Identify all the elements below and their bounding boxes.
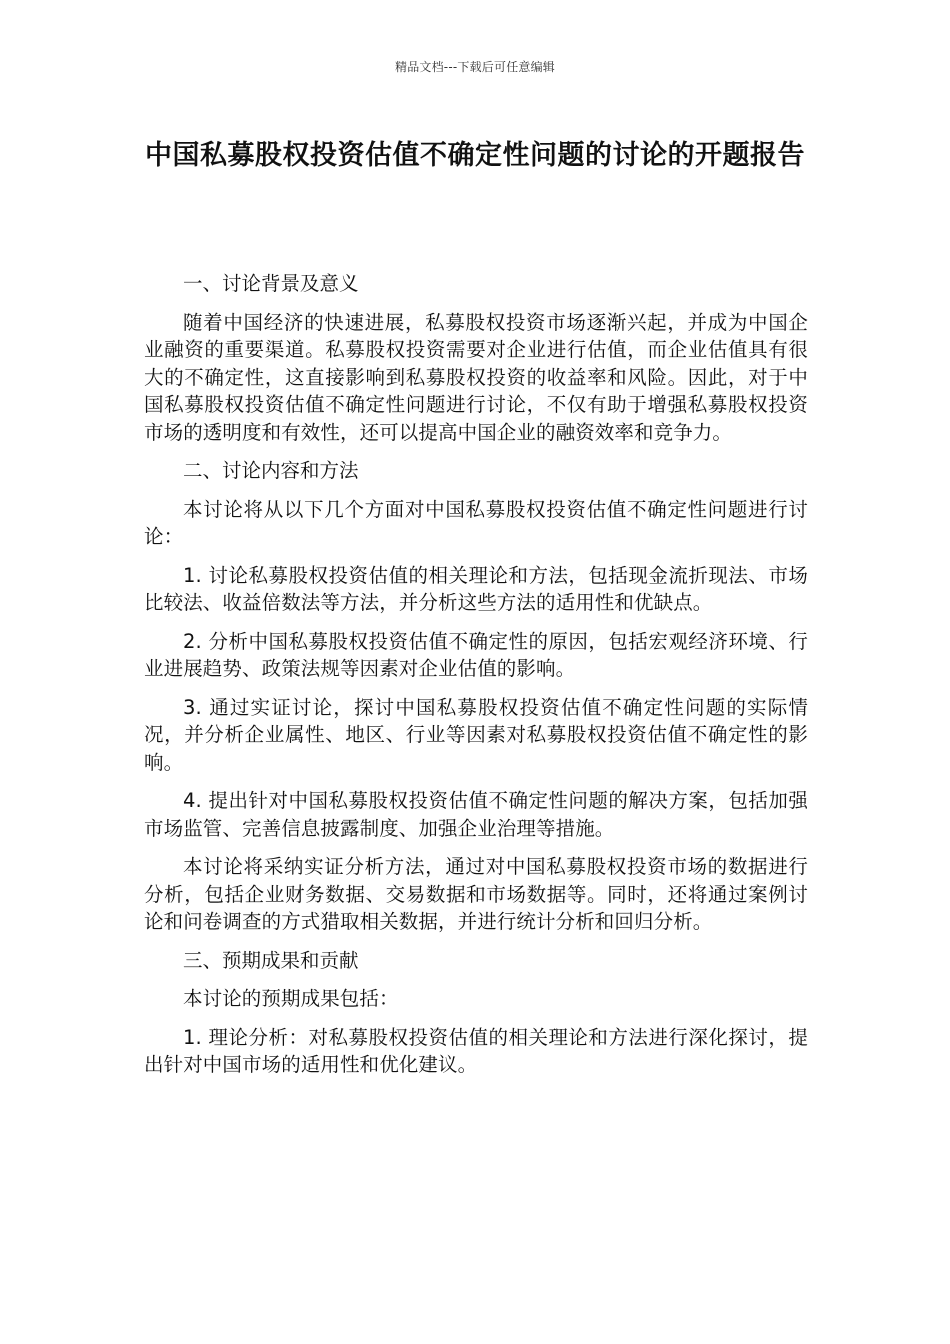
section-heading-expected-results: 三、预期成果和贡献 — [183, 948, 359, 972]
paragraph: 本讨论将从以下几个方面对中国私募股权投资估值不确定性问题进行讨论： — [144, 497, 808, 548]
document-body — [144, 270, 808, 1090]
paragraph: 本讨论将采纳实证分析方法，通过对中国私募股权投资市场的数据进行分析，包括企业财务数据、交易数据和市场数据等。同时，还将通过案例讨论和问卷调查的方式猎取相关数据，并进行统计分析和回归分析。 — [144, 855, 808, 933]
list-item: 4. 提出针对中国私募股权投资估值不确定性问题的解决方案，包括加强市场监管、完善信息披露制度、加强企业治理等措施。 — [144, 789, 808, 840]
header-note: 精品文档---下载后可任意编辑 — [395, 60, 555, 74]
list-item: 1. 理论分析：对私募股权投资估值的相关理论和方法进行深化探讨，提出针对中国市场的适用性和优化建议。 — [144, 1025, 808, 1076]
section-heading-background: 一、讨论背景及意义 — [183, 272, 359, 295]
list-item: 1. 讨论私募股权投资估值的相关理论和方法，包括现金流折现法、市场比较法、收益倍数法等方法，并分析这些方法的适用性和优缺点。 — [144, 563, 808, 614]
paragraph: 本讨论的预期成果包括： — [183, 987, 399, 1010]
document-title: 中国私募股权投资估值不确定性问题的讨论的开题报告 — [145, 140, 805, 171]
section-heading-content-method: 二、讨论内容和方法 — [183, 459, 359, 482]
paragraph: 随着中国经济的快速进展，私募股权投资市场逐渐兴起，并成为中国企业融资的重要渠道。私募股权投资需要对企业进行估值，而企业估值具有很大的不确定性，这直接影响到私募股权投资的收益率和风险。因此，对于中国私募股权投资估值不确定性问题进行讨论，不仅有助于增强私募股权投资市场的透明度和有效性，还可以提高中国企业的融资效率和竞争力。 — [144, 310, 808, 444]
list-item: 2. 分析中国私募股权投资估值不确定性的原因，包括宏观经济环境、行业进展趋势、政策法规等因素对企业估值的影响。 — [144, 629, 808, 680]
list-item: 3. 通过实证讨论，探讨中国私募股权投资估值不确定性问题的实际情况，并分析企业属性、地区、行业等因素对私募股权投资估值不确定性的影响。 — [144, 695, 808, 774]
